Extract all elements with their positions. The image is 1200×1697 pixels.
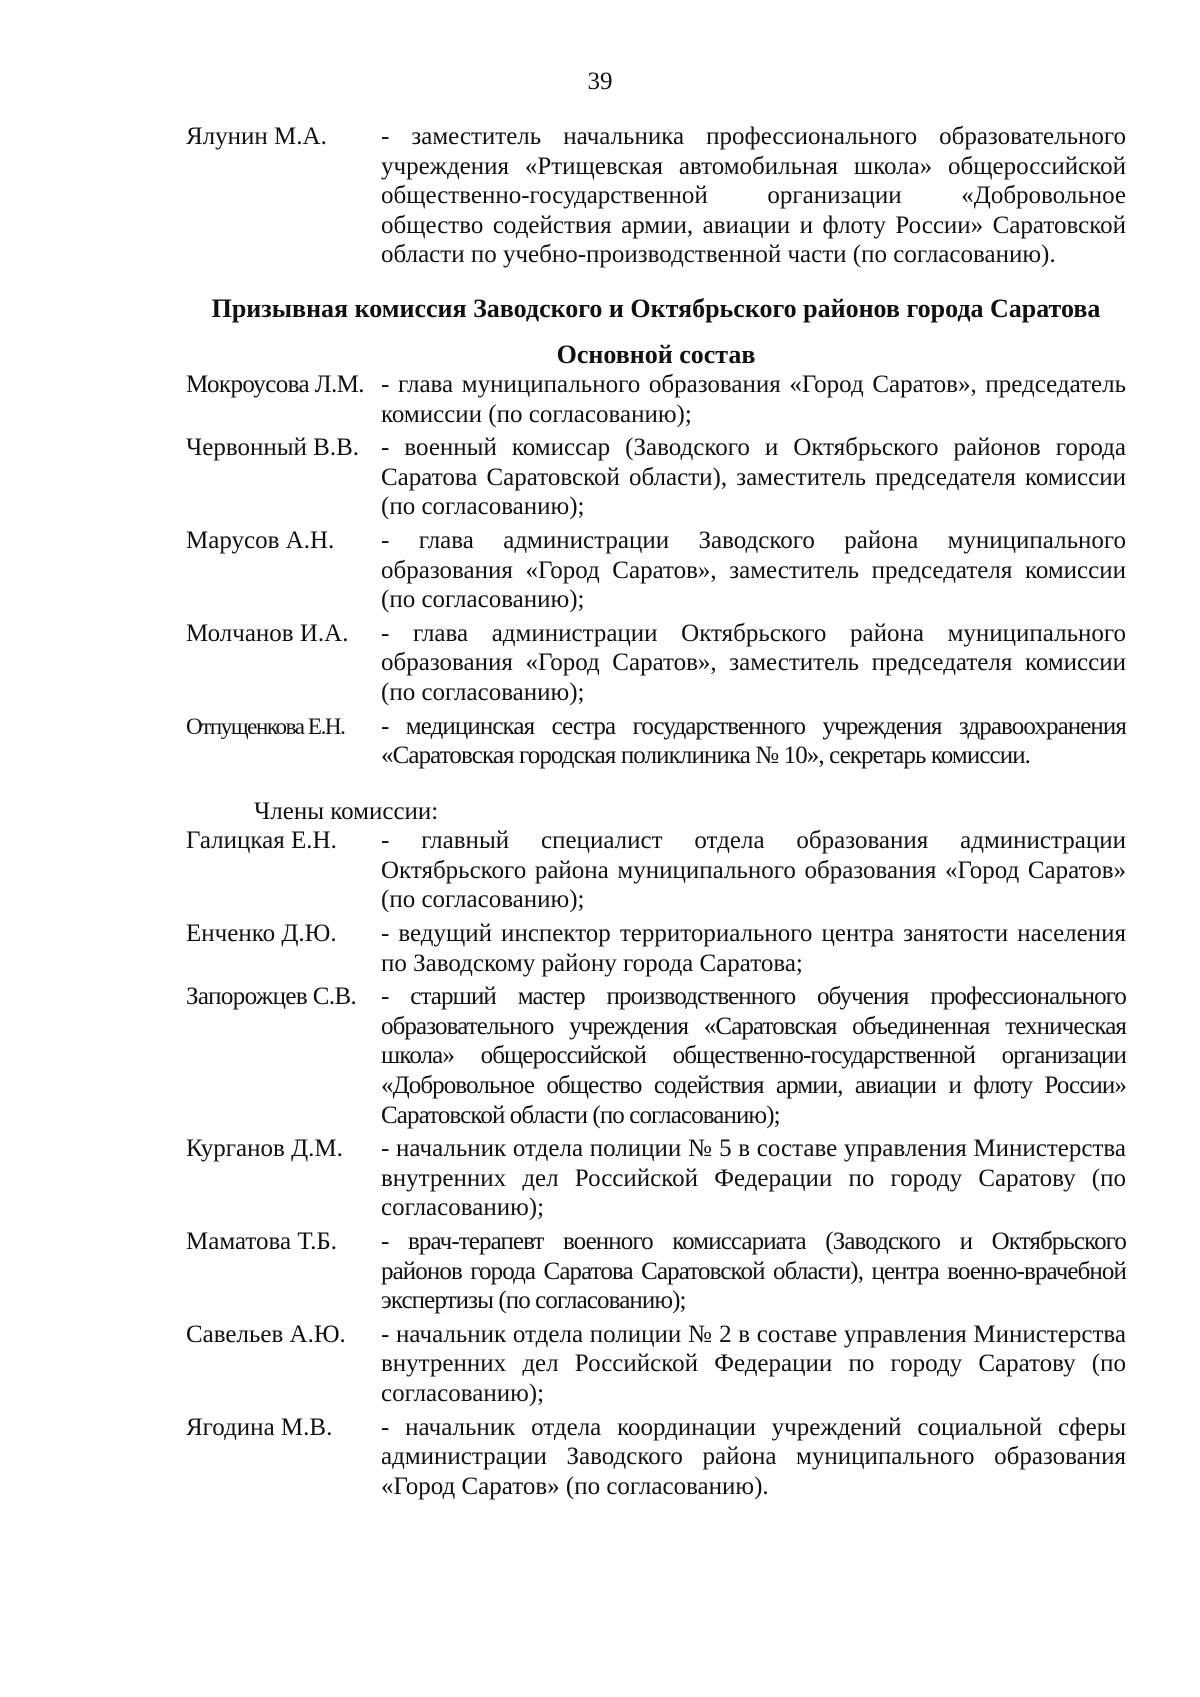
person-position: - заместитель начальника профессионального образовательного учреждения «Ртищевская автомобильная школа» общероссийской общественно-государственной организации «Добровольное общество содействия армии, авиации и флоту России» Саратовской области по учебно-производственной части (по согласованию). [381, 123, 1126, 269]
members-label: Члены комиссии: [254, 797, 439, 825]
person-name: Отпущенкова Е.Н. [186, 713, 345, 739]
main-composition-list [186, 370, 1126, 771]
person-position: - глава муниципального образования «Город Саратов», председатель комиссии (по согласованию); [381, 370, 1126, 428]
section-title: Призывная комиссия Заводского и Октябрьского районов города Саратова [211, 293, 1101, 323]
person-position: - начальник отдела полиции № 2 в составе управления Министерства внутренних дел Российской Федерации по городу Саратову (по согласованию); [381, 1320, 1126, 1407]
page-number: 39 [587, 68, 613, 95]
person-name: Ялунин М.А. [186, 123, 327, 150]
person-position: - начальник отдела полиции № 5 в составе управления Министерства внутренних дел Российской Федерации по городу Саратову (по согласованию); [381, 1135, 1126, 1222]
person-name: Мокроусова Л.М. [186, 370, 364, 398]
person-position: - глава администрации Заводского района муниципального образования «Город Саратов», заместитель председателя комиссии (по согласованию); [381, 526, 1126, 614]
person-name: Запорожцев С.В. [186, 983, 357, 1011]
members-list [186, 826, 1126, 1501]
person-name: Галицкая Е.Н. [186, 827, 337, 855]
person-name: Молчанов И.А. [186, 619, 349, 647]
person-position: - медицинская сестра государственного учреждения здравоохранения «Саратовская городская поликлиника № 10», секретарь комиссии. [381, 712, 1126, 770]
person-name: Савельев А.Ю. [186, 1320, 346, 1348]
list-item [186, 1227, 1126, 1316]
list-item [186, 370, 1126, 429]
person-position: - старший мастер производственного обучения профессионального образовательного учреждения «Саратовская объединенная техническая школа» общероссийской общественно-государственной организации «Добровольное общество содействия армии, авиации и флоту России» Саратовской области (по согласованию); [381, 983, 1126, 1129]
list-item [186, 1413, 1126, 1502]
list-item [186, 826, 1126, 915]
person-name: Курганов Д.М. [186, 1135, 343, 1163]
list-item [186, 1134, 1126, 1223]
person-name: Енченко Д.Ю. [186, 920, 337, 948]
person-position: - глава администрации Октябрьского района муниципального образования «Город Саратов», заместитель председателя комиссии (по согласованию); [381, 619, 1126, 706]
person-name: Ягодина М.В. [186, 1413, 333, 1441]
list-item [186, 433, 1126, 522]
main-composition-title: Основной состав [556, 339, 756, 369]
list-item [186, 122, 1126, 270]
document-body [186, 122, 1126, 1501]
list-item [186, 712, 1126, 771]
person-position: - врач-терапевт военного комиссариата (Заводского и Октябрьского районов города Саратова Саратовской области), центра военно-врачебной экспертизы (по согласованию); [381, 1228, 1126, 1315]
list-item [186, 619, 1126, 708]
list-item [186, 1320, 1126, 1409]
person-name: Червонный В.В. [186, 434, 360, 462]
list-item [186, 919, 1126, 978]
person-position: - главный специалист отдела образования администрации Октябрьского района муниципального образования «Город Саратов» (по согласованию); [381, 827, 1126, 914]
person-position: - ведущий инспектор территориального центра занятости населения по Заводскому району города Саратова; [381, 920, 1126, 977]
person-position: - начальник отдела координации учреждений социальной сферы администрации Заводского района муниципального образования «Город Саратов» (по согласованию). [381, 1413, 1126, 1500]
list-item [186, 982, 1126, 1130]
person-name: Маматова Т.Б. [186, 1228, 337, 1255]
list-item [186, 526, 1126, 615]
person-position: - военный комиссар (Заводского и Октябрьского районов города Саратова Саратовской области), заместитель председателя комиссии (по согласованию); [381, 434, 1126, 521]
person-name: Марусов А.Н. [186, 526, 335, 554]
